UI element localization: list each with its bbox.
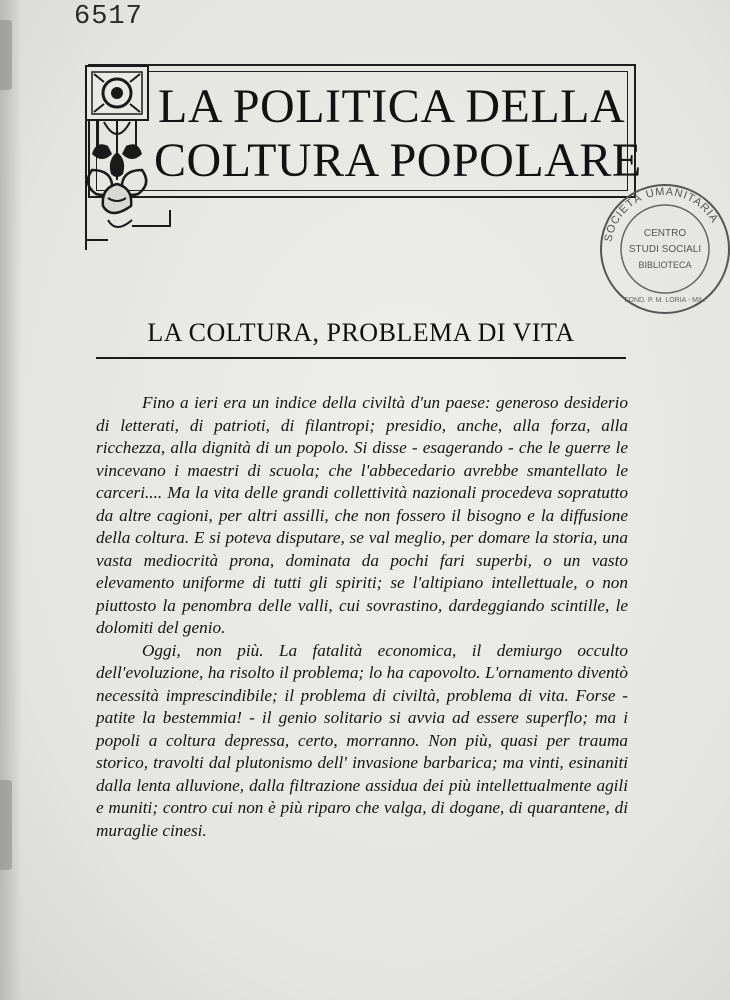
heading-rule (96, 357, 626, 359)
article-heading: LA COLTURA, PROBLEMA DI VITA (147, 318, 575, 347)
stamp-ring-text: SOCIETÀ UMANITARIA (602, 185, 721, 243)
page-edge-mark (0, 780, 12, 870)
library-stamp (596, 180, 730, 318)
catalog-number: 6517 (74, 2, 143, 32)
stamp-center-line-2: STUDI SOCIALI (628, 244, 702, 255)
page-edge-mark (0, 20, 12, 90)
title-line-2: COLTURA POPOLARE (154, 134, 642, 187)
paragraph-2: Oggi, non più. La fatalità economica, il demiurgo occulto dell'evoluzione, ha risolto il problema; lo ha capovolto. L'ornamento diventò necessità imprescindibile; il problema di civiltà, problema di vita. Forse - patite la bestemmia! - il genio solitario si avvia ad essere superflo; ma i popoli a coltura depressa, certo, morranno. Non più, quasi per trauma storico, travolti dal plutonismo dell' invasione barbarica; ma vinti, esinaniti dalla lenta alluvione, dalla filtrazione assidua dei più intellettualmente agili e muniti; contro cui non è più riparo che valga, di dogane, di quarantene, di muraglie cinesi. (96, 640, 628, 840)
article-body (96, 392, 628, 842)
stamp-center-line-3: BIBLIOTECA (638, 260, 692, 270)
title-line-1: LA POLITICA DELLA (158, 80, 626, 133)
stamp-center-line-1: CENTRO (643, 228, 687, 239)
stamp-bottom-text: FOND. P. M. LORIA - MIL. (624, 297, 706, 304)
paragraph-1: Fino a ieri era un indice della civiltà d'un paese: generoso desiderio di letterati, di patrioti, di filantropi; presidio, anche, alla forza, alla ricchezza, alla dignità di un popolo. Si disse - esagerando - che le guerre le vincevano i maestri di scuola; che l'abbecedario avrebbe smantellato le carceri.... Ma la vita delle grandi collettività nazionali procedeva sopratutto da altre cagioni, per altri assilli, che non fossero il bisogno e la diffusione della coltura. E si poteva disputare, se val meglio, per domare la storia, una vasta mediocrità prona, dominata da pochi fari superbi, o un vasto elevamento uniforme di tutti gli spiriti; se l'altipiano intellettuale, o non piuttosto la penombra delle valli, cui sovrastino, dardeggiando scintille, le dolomiti del genio. (96, 393, 628, 637)
